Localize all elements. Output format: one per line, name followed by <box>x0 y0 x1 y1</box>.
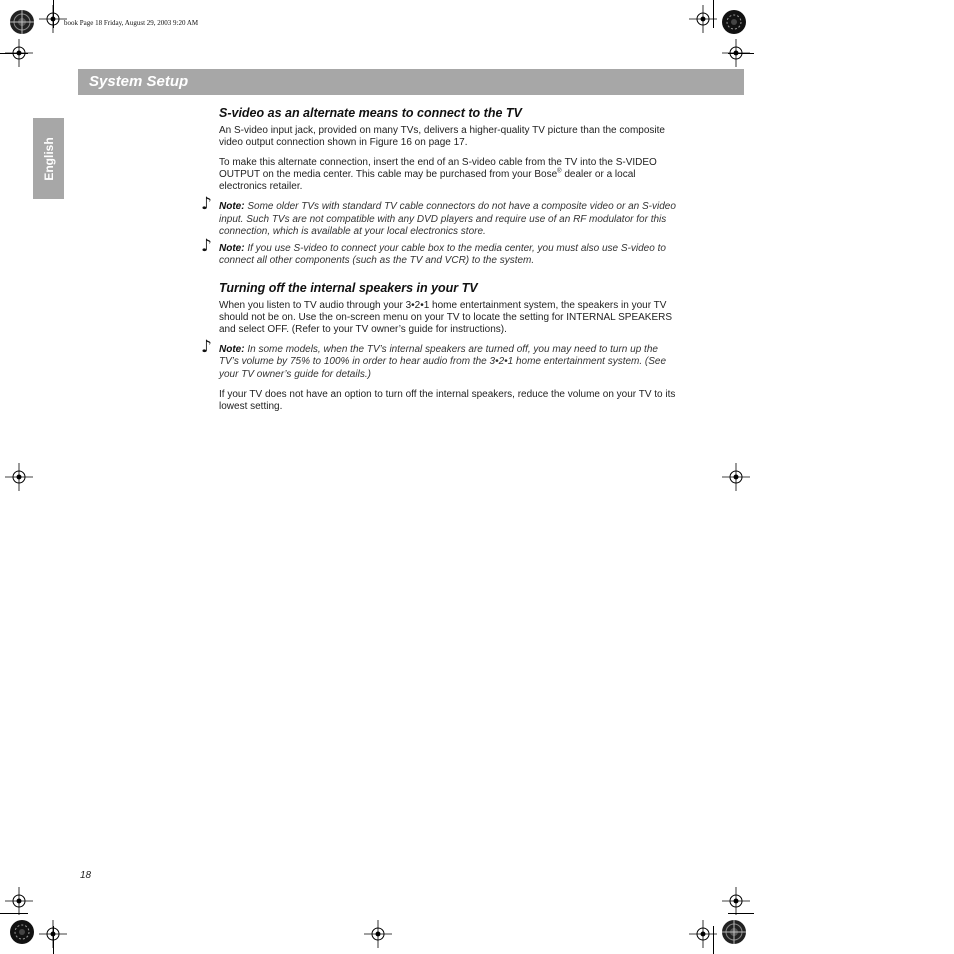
section-heading: S-video as an alternate means to connect to the TV <box>219 106 522 120</box>
body-paragraph: An S-video input jack, provided on many TVs, delivers a higher-quality TV picture than the composite video output connection shown in Figure 16 on page 17. <box>219 125 665 148</box>
main-content <box>201 105 679 421</box>
section-header-bar <box>78 69 744 95</box>
registration-mark-icon <box>5 463 33 491</box>
crop-mark <box>728 913 754 914</box>
note-text: If you use S-video to connect your cable box to the media center, you must also use S-video to connect all other components (such as the TV and VCR) to the system. <box>219 242 666 266</box>
crop-mark <box>53 0 54 28</box>
crop-mark <box>0 913 28 914</box>
note-block <box>201 194 679 239</box>
language-tab <box>33 118 64 199</box>
body-text: dealer or a local electronics retailer. <box>219 169 636 192</box>
note-text: Some older TVs with standard TV cable connectors do not have a composite video or an S-video input. Such TVs are not compatible with any DVD players and require use of an RF modulator for this connection, which is available at your local electronics store. <box>219 201 676 237</box>
page-title: System Setup <box>89 73 189 90</box>
crop-mark <box>0 53 28 54</box>
page-number: 18 <box>80 870 92 881</box>
music-note-icon: ♪ <box>201 235 212 256</box>
section-heading: Turning off the internal speakers in your TV <box>219 280 478 295</box>
registration-mark-icon <box>722 887 750 915</box>
body-paragraph: When you listen to TV audio through your 3•2•1 home entertainment system, the speakers in your TV should not be on. Use the on-screen menu on your TV to locate the setting for INTERNAL SPEAKERS and select OFF. (Refer to your TV owner’s guide for instructions). <box>219 299 673 335</box>
registration-mark-icon <box>5 887 33 915</box>
body-paragraph: If your TV does not have an option to turn off the internal speakers, reduce the volume on your TV to its lowest setting. <box>219 389 676 412</box>
note-block <box>201 235 679 268</box>
registered-mark: ® <box>557 168 562 175</box>
body-text: To make this alternate connection, insert the end of an S-video cable from the TV into the S-VIDEO OUTPUT on the media center. This cable may be purchased from your Bose <box>219 157 657 180</box>
crop-mark <box>53 926 54 954</box>
color-wheel-icon <box>720 8 748 36</box>
note-label: Note: <box>219 201 245 212</box>
language-tab-label: English <box>41 136 56 181</box>
crop-mark <box>728 53 754 54</box>
note-label: Note: <box>219 343 245 355</box>
print-slug: book Page 18 Friday, August 29, 2003 9:20 AM <box>64 19 199 27</box>
color-wheel-icon <box>720 918 748 946</box>
music-note-icon: ♪ <box>201 194 212 214</box>
registration-mark-icon <box>722 463 750 491</box>
note-text: In some models, when the TV’s internal speakers are turned off, you may need to turn up the TV’s volume by 75% to 100% in order to hear audio from the 3•2•1 home entertainment system. (See your TV owner’s guide for details.) <box>219 343 667 380</box>
registration-mark-icon <box>364 920 392 948</box>
note-block <box>201 336 679 382</box>
crop-mark <box>713 0 714 28</box>
color-wheel-icon <box>8 918 36 946</box>
body-paragraph <box>219 157 679 193</box>
crop-mark <box>713 926 714 954</box>
music-note-icon: ♪ <box>201 336 212 357</box>
color-wheel-icon <box>8 8 36 36</box>
note-label: Note: <box>219 242 245 254</box>
